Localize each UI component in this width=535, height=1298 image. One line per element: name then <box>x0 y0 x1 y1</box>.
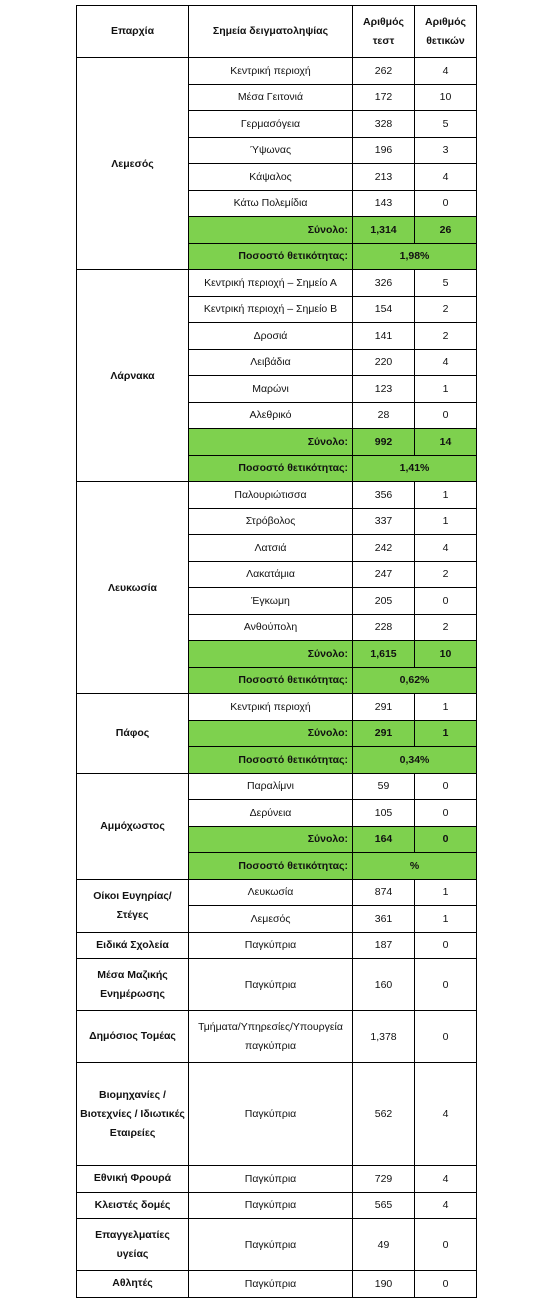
category-name: Αθλητές <box>77 1271 189 1298</box>
sampling-point: Παγκύπρια <box>189 1219 353 1271</box>
tests-count: 874 <box>353 879 415 906</box>
total-positives: 26 <box>415 217 477 244</box>
total-tests: 164 <box>353 826 415 853</box>
sampling-point: Τμήματα/Υπηρεσίες/Υπουργεία παγκύπρια <box>189 1011 353 1063</box>
sampling-point: Γερμασόγεια <box>189 111 353 138</box>
positives-count: 2 <box>415 561 477 588</box>
sampling-point: Παγκύπρια <box>189 1063 353 1166</box>
table-row <box>77 959 477 1011</box>
table-row <box>77 1166 477 1193</box>
header-positives: Αριθμός θετικών <box>415 6 477 58</box>
district-name: Λεμεσός <box>77 58 189 270</box>
category-name: Οίκοι Ευγηρίας/Στέγες <box>77 879 189 932</box>
positives-count: 0 <box>415 800 477 827</box>
positives-count: 0 <box>415 959 477 1011</box>
sampling-point: Παλουριώτισσα <box>189 482 353 509</box>
sampling-point: Παγκύπρια <box>189 1271 353 1298</box>
sampling-point: Λευκωσία <box>189 879 353 906</box>
tests-count: 565 <box>353 1192 415 1219</box>
table-row <box>77 773 477 800</box>
table-row <box>77 58 477 85</box>
total-positives: 10 <box>415 641 477 668</box>
sampling-point: Δροσιά <box>189 323 353 350</box>
total-label: Σύνολο: <box>189 826 353 853</box>
positives-count: 4 <box>415 535 477 562</box>
positives-count: 10 <box>415 84 477 111</box>
category-name: Δημόσιος Τομέας <box>77 1011 189 1063</box>
header-row <box>77 6 477 58</box>
district-name: Πάφος <box>77 694 189 774</box>
category-name: Μέσα Μαζικής Ενημέρωσης <box>77 959 189 1011</box>
positivity-rate: 1,41% <box>353 455 477 482</box>
sampling-point: Παραλίμνι <box>189 773 353 800</box>
positives-count: 3 <box>415 137 477 164</box>
positives-count: 2 <box>415 323 477 350</box>
sampling-point: Κάψαλος <box>189 164 353 191</box>
category-name: Επαγγελματίες υγείας <box>77 1219 189 1271</box>
tests-count: 356 <box>353 482 415 509</box>
tests-count: 291 <box>353 694 415 721</box>
positives-count: 4 <box>415 1192 477 1219</box>
positives-count: 5 <box>415 111 477 138</box>
table-body <box>77 58 477 1298</box>
sampling-point: Κεντρική περιοχή <box>189 694 353 721</box>
sampling-point: Κεντρική περιοχή – Σημείο Β <box>189 296 353 323</box>
total-tests: 992 <box>353 429 415 456</box>
sampling-point: Λατσιά <box>189 535 353 562</box>
positives-count: 1 <box>415 376 477 403</box>
total-positives: 1 <box>415 720 477 747</box>
positivity-rate: 0,34% <box>353 747 477 774</box>
sampling-point: Κεντρική περιοχή – Σημείο Α <box>189 270 353 297</box>
table-row <box>77 1192 477 1219</box>
district-name: Λευκωσία <box>77 482 189 694</box>
rate-label: Ποσοστό θετικότητας: <box>189 243 353 270</box>
positives-count: 0 <box>415 588 477 615</box>
tests-count: 49 <box>353 1219 415 1271</box>
tests-count: 562 <box>353 1063 415 1166</box>
positives-count: 4 <box>415 164 477 191</box>
sampling-point: Παγκύπρια <box>189 932 353 959</box>
tests-count: 262 <box>353 58 415 85</box>
sampling-point: Αλεθρικό <box>189 402 353 429</box>
total-tests: 291 <box>353 720 415 747</box>
tests-count: 187 <box>353 932 415 959</box>
tests-count: 213 <box>353 164 415 191</box>
category-name: Εθνική Φρουρά <box>77 1166 189 1193</box>
category-name: Ειδικά Σχολεία <box>77 932 189 959</box>
tests-count: 361 <box>353 906 415 933</box>
sampling-point: Παγκύπρια <box>189 959 353 1011</box>
positivity-rate: % <box>353 853 477 880</box>
positivity-rate: 1,98% <box>353 243 477 270</box>
positives-count: 0 <box>415 1219 477 1271</box>
tests-count: 190 <box>353 1271 415 1298</box>
positives-count: 1 <box>415 906 477 933</box>
positives-count: 0 <box>415 402 477 429</box>
rate-label: Ποσοστό θετικότητας: <box>189 455 353 482</box>
total-positives: 14 <box>415 429 477 456</box>
rate-label: Ποσοστό θετικότητας: <box>189 747 353 774</box>
sampling-point: Κεντρική περιοχή <box>189 58 353 85</box>
tests-count: 28 <box>353 402 415 429</box>
sampling-point: Λακατάμια <box>189 561 353 588</box>
header-tests: Αριθμός τεστ <box>353 6 415 58</box>
positives-count: 2 <box>415 296 477 323</box>
positives-count: 4 <box>415 1166 477 1193</box>
category-name: Κλειστές δομές <box>77 1192 189 1219</box>
sampling-point: Δερύνεια <box>189 800 353 827</box>
total-label: Σύνολο: <box>189 720 353 747</box>
tests-count: 160 <box>353 959 415 1011</box>
sampling-point: Παγκύπρια <box>189 1166 353 1193</box>
positives-count: 0 <box>415 773 477 800</box>
tests-count: 196 <box>353 137 415 164</box>
positivity-rate: 0,62% <box>353 667 477 694</box>
table-row <box>77 1271 477 1298</box>
table-row <box>77 932 477 959</box>
header-sampling-points: Σημεία δειγματοληψίας <box>189 6 353 58</box>
tests-count: 220 <box>353 349 415 376</box>
sampling-point: Λεμεσός <box>189 906 353 933</box>
district-name: Λάρνακα <box>77 270 189 482</box>
table-row <box>77 879 477 906</box>
rate-label: Ποσοστό θετικότητας: <box>189 853 353 880</box>
district-name: Αμμόχωστος <box>77 773 189 879</box>
positives-count: 1 <box>415 508 477 535</box>
tests-count: 172 <box>353 84 415 111</box>
sampling-point: Λειβάδια <box>189 349 353 376</box>
sampling-point: Έγκωμη <box>189 588 353 615</box>
table-row <box>77 1219 477 1271</box>
tests-count: 326 <box>353 270 415 297</box>
tests-count: 328 <box>353 111 415 138</box>
total-label: Σύνολο: <box>189 217 353 244</box>
tests-count: 105 <box>353 800 415 827</box>
sampling-results-table <box>76 5 477 1298</box>
positives-count: 1 <box>415 694 477 721</box>
table-row <box>77 694 477 721</box>
sampling-point: Μαρώνι <box>189 376 353 403</box>
table-row <box>77 482 477 509</box>
sampling-point: Ύψωνας <box>189 137 353 164</box>
positives-count: 0 <box>415 932 477 959</box>
total-tests: 1,615 <box>353 641 415 668</box>
positives-count: 5 <box>415 270 477 297</box>
positives-count: 4 <box>415 1063 477 1166</box>
total-label: Σύνολο: <box>189 429 353 456</box>
tests-count: 247 <box>353 561 415 588</box>
tests-count: 228 <box>353 614 415 641</box>
tests-count: 1,378 <box>353 1011 415 1063</box>
table-row <box>77 270 477 297</box>
total-positives: 0 <box>415 826 477 853</box>
sampling-point: Ανθούπολη <box>189 614 353 641</box>
header-region: Επαρχία <box>77 6 189 58</box>
positives-count: 0 <box>415 1271 477 1298</box>
positives-count: 2 <box>415 614 477 641</box>
total-tests: 1,314 <box>353 217 415 244</box>
positives-count: 4 <box>415 349 477 376</box>
sampling-point: Κάτω Πολεμίδια <box>189 190 353 217</box>
tests-count: 205 <box>353 588 415 615</box>
tests-count: 143 <box>353 190 415 217</box>
tests-count: 242 <box>353 535 415 562</box>
tests-count: 729 <box>353 1166 415 1193</box>
results-document <box>76 5 476 1298</box>
category-name: Βιομηχανίες / Βιοτεχνίες / Ιδιωτικές Εταιρείες <box>77 1063 189 1166</box>
tests-count: 123 <box>353 376 415 403</box>
table-row <box>77 1011 477 1063</box>
tests-count: 337 <box>353 508 415 535</box>
positives-count: 0 <box>415 190 477 217</box>
tests-count: 154 <box>353 296 415 323</box>
positives-count: 1 <box>415 879 477 906</box>
total-label: Σύνολο: <box>189 641 353 668</box>
tests-count: 59 <box>353 773 415 800</box>
sampling-point: Στρόβολος <box>189 508 353 535</box>
tests-count: 141 <box>353 323 415 350</box>
positives-count: 4 <box>415 58 477 85</box>
sampling-point: Μέσα Γειτονιά <box>189 84 353 111</box>
rate-label: Ποσοστό θετικότητας: <box>189 667 353 694</box>
sampling-point: Παγκύπρια <box>189 1192 353 1219</box>
positives-count: 0 <box>415 1011 477 1063</box>
positives-count: 1 <box>415 482 477 509</box>
table-row <box>77 1063 477 1166</box>
